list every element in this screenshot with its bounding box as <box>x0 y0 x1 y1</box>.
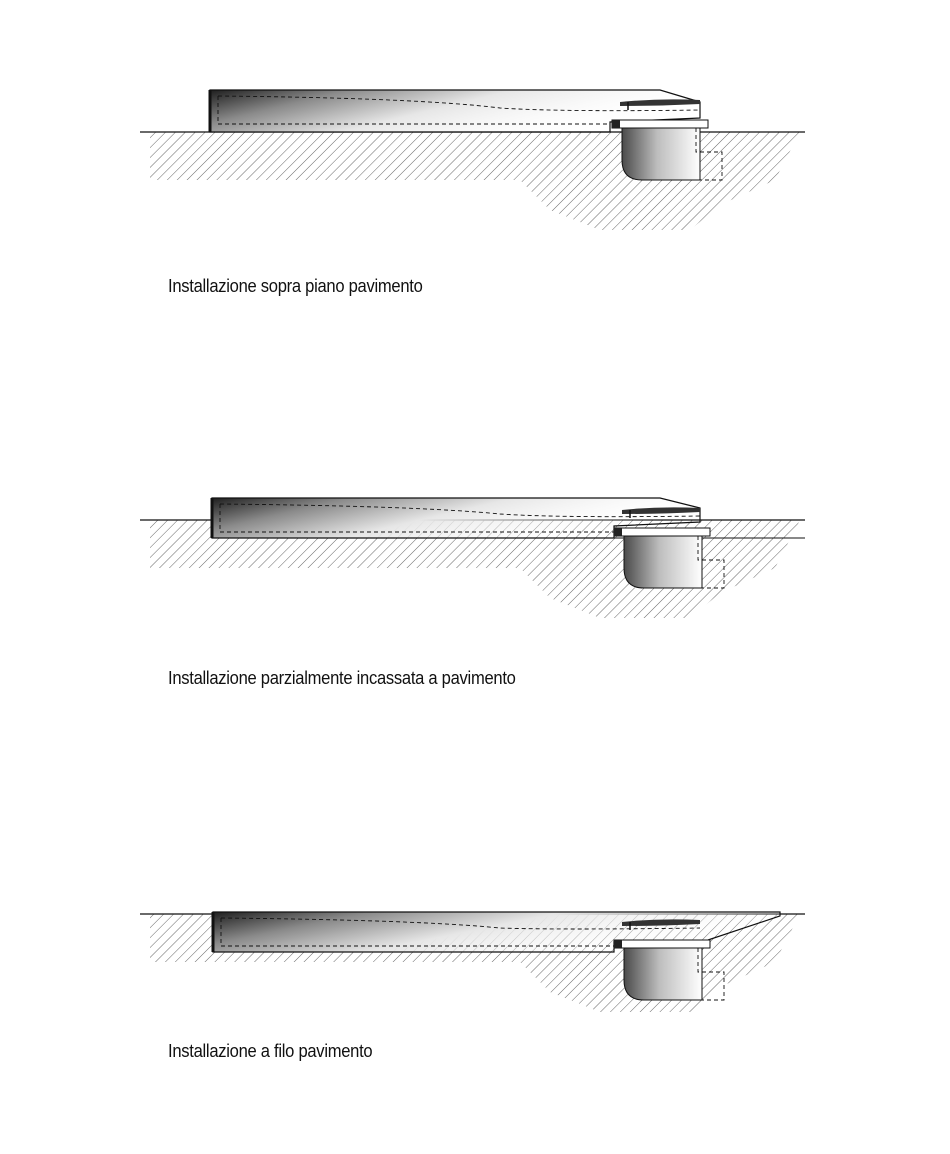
diagram-above-floor <box>0 40 950 296</box>
section-drawing <box>0 40 950 290</box>
drain-body <box>624 536 702 588</box>
caption-above-floor: Installazione sopra piano pavimento <box>168 276 423 296</box>
drain-flange <box>614 940 710 948</box>
drain-flange <box>614 528 710 536</box>
drain-body <box>622 128 700 180</box>
diagram-flush <box>0 830 950 1080</box>
caption-partially-recessed: Installazione parzialmente incassata a pavimento <box>168 668 516 688</box>
drain-body <box>624 948 702 1000</box>
section-drawing <box>0 830 950 1080</box>
diagram-partially-recessed <box>0 440 950 690</box>
section-drawing <box>0 440 950 690</box>
floor-hatch <box>150 132 800 230</box>
drain-flange <box>612 120 708 128</box>
caption-flush: Installazione a filo pavimento <box>168 1041 373 1061</box>
